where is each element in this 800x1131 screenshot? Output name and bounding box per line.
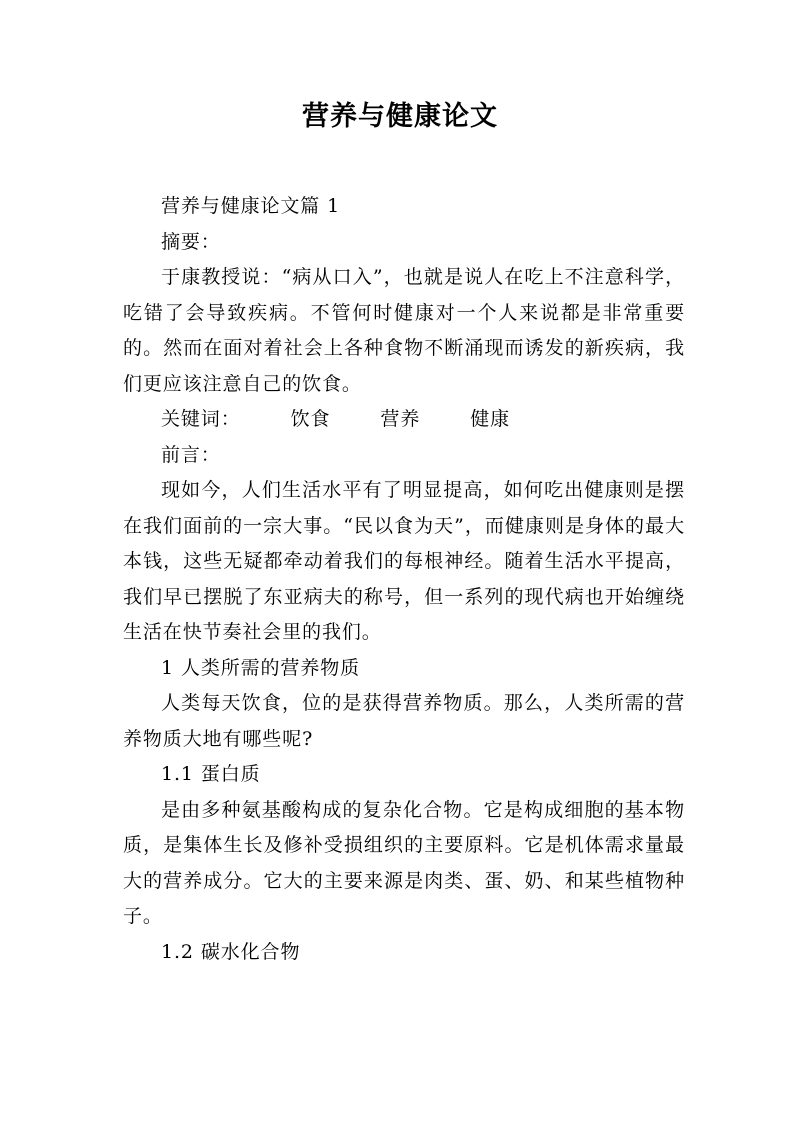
subsection-paragraph: 是由多种氨基酸构成的复杂化合物。它是构成细胞的基本物质，是集体生长及修补受损组织的主要原料。它是机体需求量最大的营养成分。它大的主要来源是肉类、蛋、奶、和某些植物种子。 [123,798,685,927]
abstract-label: 摘要： [161,230,221,253]
keywords-label: 关键词： [161,408,241,430]
subsection-heading: 1.2 碳水化合物 [161,940,301,963]
keyword: 健康 [470,408,511,430]
document-title: 营养与健康论文 [302,101,498,132]
document-body [123,189,685,970]
keywords-line [123,402,685,438]
preface-paragraph: 现如今，人们生活水平有了明显提高，如何吃出健康则是摆在我们面前的一宗大事。“民以食为天”，而健康则是身体的最大本钱，这些无疑都牵动着我们的每根神经。随着生活水平提高，我们早已摆脱了东亚病夫的称号，但一系列的现代病也开始缠绕生活在快节奏社会里的我们。 [123,479,685,643]
section-heading: 1 人类所需的营养物质 [161,656,361,679]
section-paragraph: 人类每天饮食，位的是获得营养物质。那么，人类所需的营养物质大地有哪些呢? [123,692,685,750]
preface-label: 前言： [161,443,221,466]
keyword: 营养 [380,408,421,430]
keyword: 饮食 [290,408,331,430]
abstract-paragraph: 于康教授说：“病从口入”，也就是说人在吃上不注意科学，吃错了会导致疾病。不管何时健康对一个人来说都是非常重要的。然而在面对着社会上各种食物不断涌现而诱发的新疾病，我们更应该注意自己的饮食。 [123,266,685,395]
article-subtitle: 营养与健康论文篇 1 [161,195,341,217]
subsection-heading: 1.1 蛋白质 [161,763,261,785]
